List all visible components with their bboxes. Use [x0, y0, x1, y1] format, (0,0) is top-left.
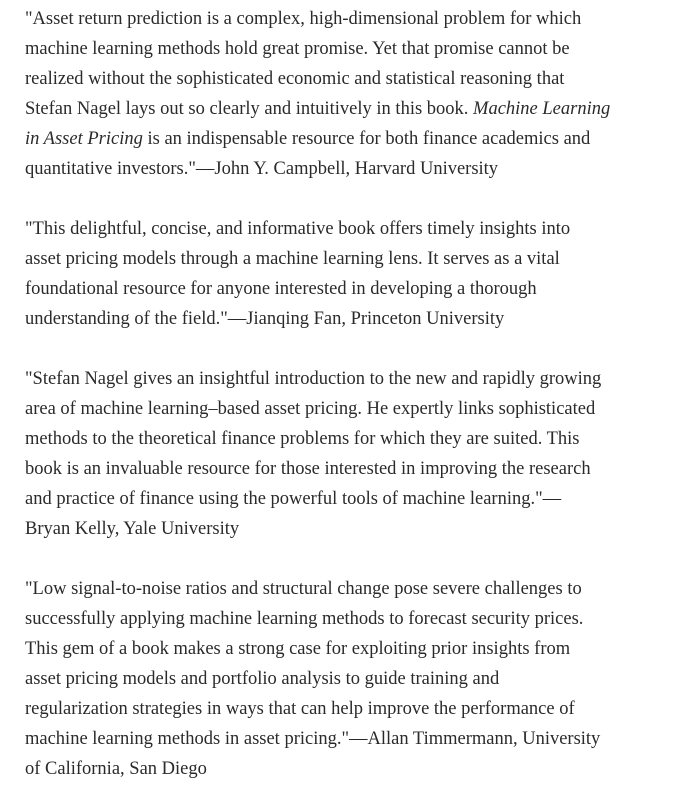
quote-line: machine learning methods hold great promise. Yet that promise cannot be [25, 39, 570, 59]
quote-line: "Stefan Nagel gives an insightful introduction to the new and rapidly growing [25, 369, 602, 389]
quote-attribution: understanding of the field."—Jianqing Fan, Princeton University [25, 309, 505, 329]
quote-campbell [25, 4, 685, 184]
quote-line: "Asset return prediction is a complex, high-dimensional problem for which [25, 9, 582, 29]
quote-line: This gem of a book makes a strong case for exploiting prior insights from [25, 639, 571, 659]
praise-quotes [25, 4, 685, 784]
quote-kelly [25, 364, 685, 544]
quote-line: asset pricing models through a machine learning lens. It serves as a vital [25, 249, 560, 269]
quote-line [25, 94, 685, 124]
book-title-part-2: in Asset Pricing [25, 129, 143, 149]
quote-attribution: of California, San Diego [25, 759, 207, 779]
quote-attribution: quantitative investors."—John Y. Campbell, Harvard University [25, 159, 499, 179]
quote-line: methods to the theoretical finance problems for which they are suited. This [25, 429, 580, 449]
book-title-part-1: Machine Learning [473, 99, 611, 119]
quote-attribution: Bryan Kelly, Yale University [25, 519, 240, 539]
quote-text: Stefan Nagel lays out so clearly and intuitively in this book. [25, 99, 474, 119]
quote-fan [25, 214, 685, 334]
quote-line: realized without the sophisticated economic and statistical reasoning that [25, 69, 565, 89]
quote-line: successfully applying machine learning methods to forecast security prices. [25, 609, 584, 629]
quote-line [25, 124, 685, 154]
quote-line: book is an invaluable resource for those interested in improving the research [25, 459, 591, 479]
quote-line: and practice of finance using the powerful tools of machine learning."— [25, 489, 562, 509]
quote-line: "Low signal-to-noise ratios and structural change pose severe challenges to [25, 579, 582, 599]
quote-text: is an indispensable resource for both finance academics and [142, 129, 591, 149]
quote-line: machine learning methods in asset pricing."—Allan Timmermann, University [25, 729, 601, 749]
quote-line: asset pricing models and portfolio analysis to guide training and [25, 669, 500, 689]
quote-line: "This delightful, concise, and informative book offers timely insights into [25, 219, 571, 239]
quote-line: regularization strategies in ways that can help improve the performance of [25, 699, 575, 719]
quote-line: foundational resource for anyone interested in developing a thorough [25, 279, 537, 299]
quote-timmermann [25, 574, 685, 784]
quote-line: area of machine learning–based asset pricing. He expertly links sophisticated [25, 399, 596, 419]
